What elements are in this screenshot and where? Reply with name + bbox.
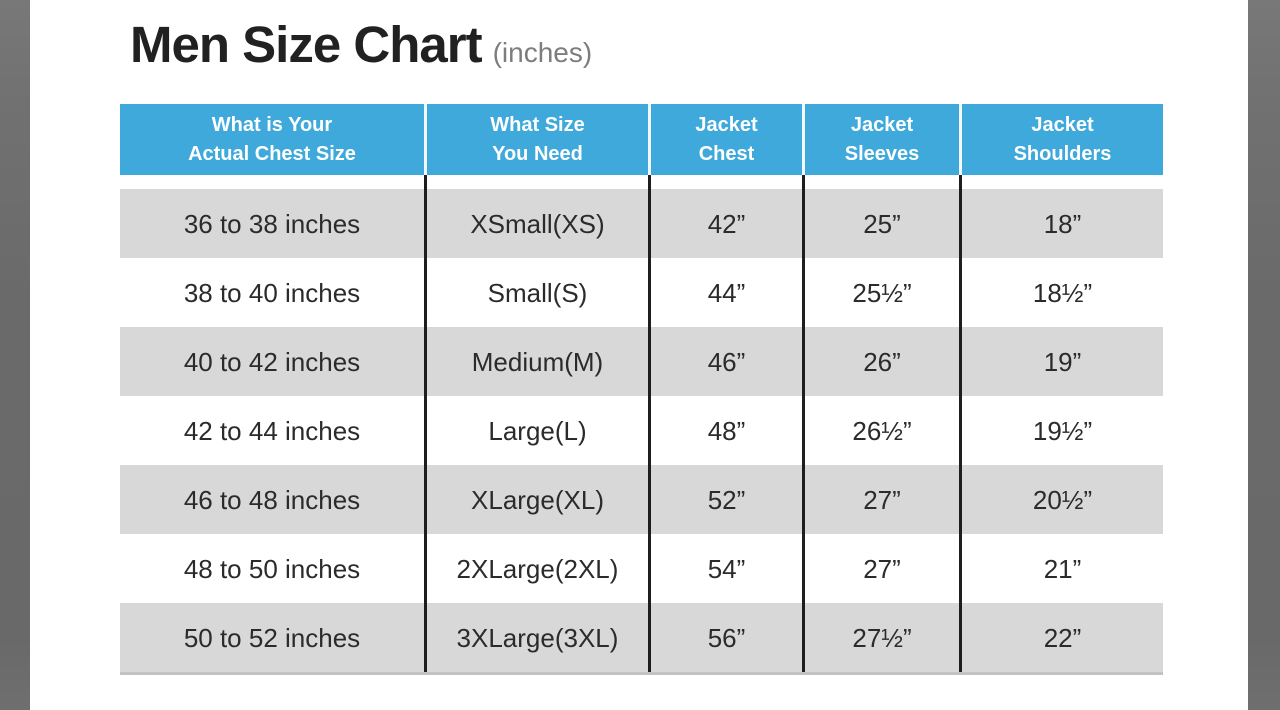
header-line: Jacket [695, 113, 758, 136]
cell-jacket-shoulders: 20½” [962, 465, 1163, 534]
cell-jacket-shoulders: 19” [962, 327, 1163, 396]
cell-jacket-shoulders: 21” [962, 534, 1163, 603]
gap-cell [962, 175, 1163, 189]
cell-chest-range: 36 to 38 inches [120, 189, 427, 258]
cell-jacket-shoulders: 18½” [962, 258, 1163, 327]
cell-jacket-shoulders: 18” [962, 189, 1163, 258]
page-title-block [130, 16, 592, 74]
cell-chest-range: 48 to 50 inches [120, 534, 427, 603]
cell-jacket-chest: 52” [651, 465, 805, 534]
right-letterbox-strip [1248, 0, 1280, 710]
cell-chest-range: 50 to 52 inches [120, 603, 427, 672]
cell-size-name: XSmall(XS) [427, 189, 651, 258]
header-body-gap [120, 175, 1163, 189]
column-header-jacket-shoulders [962, 104, 1163, 175]
table-row [120, 534, 1163, 603]
cell-jacket-chest: 44” [651, 258, 805, 327]
cell-jacket-sleeves: 27” [805, 534, 962, 603]
cell-size-name: 2XLarge(2XL) [427, 534, 651, 603]
column-header-jacket-chest [651, 104, 805, 175]
cell-jacket-sleeves: 27” [805, 465, 962, 534]
header-line: What is Your [211, 113, 333, 136]
cell-jacket-sleeves: 26½” [805, 396, 962, 465]
header-line: Actual Chest Size [188, 142, 356, 165]
cell-jacket-sleeves: 26” [805, 327, 962, 396]
table-row [120, 258, 1163, 327]
header-line: Jacket [1031, 113, 1094, 136]
page-title: Men Size Chart [130, 16, 482, 73]
cell-size-name: Medium(M) [427, 327, 651, 396]
table-row [120, 603, 1163, 672]
gap-cell [427, 175, 651, 189]
header-line: Chest [698, 142, 755, 165]
cell-chest-range: 40 to 42 inches [120, 327, 427, 396]
header-line: You Need [492, 142, 583, 165]
cell-size-name: 3XLarge(3XL) [427, 603, 651, 672]
cell-jacket-sleeves: 25” [805, 189, 962, 258]
cell-jacket-chest: 54” [651, 534, 805, 603]
header-line: What Size [490, 113, 585, 136]
cell-size-name: XLarge(XL) [427, 465, 651, 534]
cell-jacket-sleeves: 27½” [805, 603, 962, 672]
cell-jacket-chest: 48” [651, 396, 805, 465]
table-header-row [120, 104, 1163, 175]
cell-jacket-shoulders: 19½” [962, 396, 1163, 465]
cell-size-name: Large(L) [427, 396, 651, 465]
table-body [120, 175, 1163, 675]
column-header-actual-chest-size [120, 104, 427, 175]
header-line: Shoulders [1013, 142, 1112, 165]
cell-jacket-shoulders: 22” [962, 603, 1163, 672]
column-header-size-you-need [427, 104, 651, 175]
table-row [120, 189, 1163, 258]
table-row [120, 396, 1163, 465]
cell-chest-range: 38 to 40 inches [120, 258, 427, 327]
header-line: Sleeves [844, 142, 920, 165]
cell-jacket-chest: 46” [651, 327, 805, 396]
column-header-jacket-sleeves [805, 104, 962, 175]
table-row [120, 465, 1163, 534]
cell-chest-range: 42 to 44 inches [120, 396, 427, 465]
gap-cell [120, 175, 427, 189]
gap-cell [651, 175, 805, 189]
header-line: Jacket [850, 113, 914, 136]
men-size-chart-table [120, 104, 1163, 675]
cell-chest-range: 46 to 48 inches [120, 465, 427, 534]
left-letterbox-strip [0, 0, 30, 710]
page-title-units: (inches) [492, 37, 593, 68]
gap-cell [805, 175, 962, 189]
cell-jacket-sleeves: 25½” [805, 258, 962, 327]
cell-size-name: Small(S) [427, 258, 651, 327]
table-row [120, 327, 1163, 396]
cell-jacket-chest: 42” [651, 189, 805, 258]
cell-jacket-chest: 56” [651, 603, 805, 672]
